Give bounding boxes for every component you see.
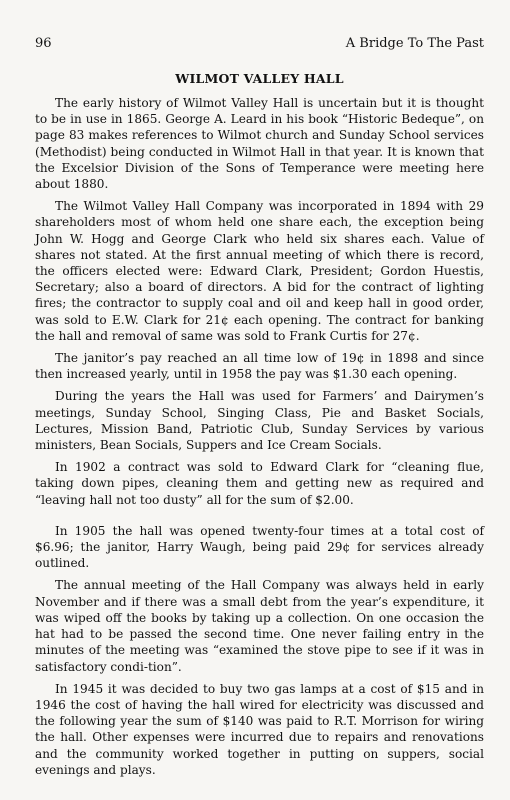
paragraph-1902-contract: In 1902 a contract was sold to Edward Clark for “cleaning flue, taking down pipes, cleaning them and getting new as required and “leaving hall not too dusty” all for the sum of $2.00. <box>35 460 484 507</box>
paragraph-1945-lamps: In 1945 it was decided to buy two gas lamps at a cost of $15 and in 1946 the cost of having the hall wired for electricity was discussed and the following year the sum of $140 was paid to R.T. Morrison for wiring the hall. Other expenses were incurred due to repairs and renovations and the community worked together in putting on suppers, social evenings and plays. <box>35 681 484 777</box>
section-title: WILMOT VALLEY HALL <box>175 71 344 86</box>
page-number: 96 <box>35 36 52 51</box>
paragraph-hall-company: The Wilmot Valley Hall Company was incorporated in 1894 with 29 shareholders most of whom held one share each, the exception being John W. Hogg and George Clark who held six shares each. Value of shares not stated. At the first annual meeting of which there is record, the officers elected were: Edward Clark, President; Gordon Huestis, Secretary; also a board of directors. A bid for the contract of lighting fires; the contractor to supply coal and oil and keep hall in good order, was sold to E.W. Clark for 21¢ each opening. The contract for banking the hall and removal of same was sold to Frank Curtis for 27¢. <box>35 199 484 343</box>
paragraph-annual-meeting: The annual meeting of the Hall Company was always held in early November and if there was a small debt from the year’s expenditure, it was wiped off the books by taking up a collection. On one occasion the hat had to be passed the second time. One never failing entry in the minutes of the meeting was “examined the stove pipe to see if it was in satisfactory condi-tion”. <box>35 578 484 674</box>
book-title: A Bridge To The Past <box>345 36 484 51</box>
paragraph-1905-openings: In 1905 the hall was opened twenty-four times at a total cost of $6.96; the janitor, Harry Waugh, being paid 29¢ for services already outlined. <box>35 523 484 571</box>
paragraph-hall-uses: During the years the Hall was used for Farmers’ and Dairymen’s meetings, Sunday School, Singing Class, Pie and Basket Socials, Lectures, Mission Band, Patriotic Club, Sunday Services by various ministers, Bean Socials, Suppers and Ice Cream Socials. <box>35 389 484 453</box>
paragraph-janitor-pay: The janitor’s pay reached an all time low of 19¢ in 1898 and since then increased yearly, until in 1958 the pay was $1.30 each opening. <box>35 351 484 382</box>
running-header <box>35 36 484 52</box>
paragraph-early-history: The early history of Wilmot Valley Hall is uncertain but it is thought to be in use in 1865. George A. Leard in his book “Historic Bedeque”, on page 83 makes references to Wilmot church and Sunday School services (Methodist) being conducted in Wilmot Hall in that year. It is known that the Excelsior Division of the Sons of Temperance were meeting here about 1880. <box>35 96 484 192</box>
